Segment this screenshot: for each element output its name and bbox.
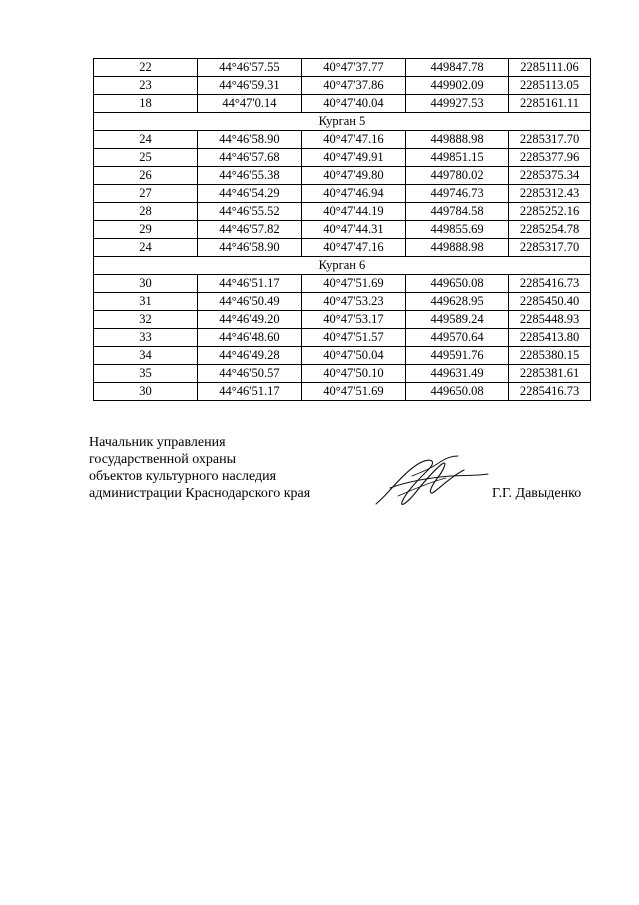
point-number-cell: 24 <box>94 131 198 149</box>
x-coordinate-cell: 449570.64 <box>406 329 509 347</box>
y-coordinate-cell: 2285113.05 <box>509 77 591 95</box>
longitude-cell: 40°47'53.17 <box>302 311 406 329</box>
table-row <box>94 59 591 77</box>
table-row <box>94 347 591 365</box>
table-row <box>94 167 591 185</box>
table-row <box>94 239 591 257</box>
longitude-cell: 40°47'44.19 <box>302 203 406 221</box>
x-coordinate-cell: 449888.98 <box>406 131 509 149</box>
point-number-cell: 25 <box>94 149 198 167</box>
coordinates-table-body <box>94 59 591 401</box>
latitude-cell: 44°46'51.17 <box>198 275 302 293</box>
table-row <box>94 383 591 401</box>
x-coordinate-cell: 449902.09 <box>406 77 509 95</box>
latitude-cell: 44°47'0.14 <box>198 95 302 113</box>
latitude-cell: 44°46'50.57 <box>198 365 302 383</box>
latitude-cell: 44°46'59.31 <box>198 77 302 95</box>
signatory-title-line: объектов культурного наследия <box>89 469 277 484</box>
y-coordinate-cell: 2285377.96 <box>509 149 591 167</box>
latitude-cell: 44°46'54.29 <box>198 185 302 203</box>
latitude-cell: 44°46'57.68 <box>198 149 302 167</box>
longitude-cell: 40°47'37.77 <box>302 59 406 77</box>
y-coordinate-cell: 2285252.16 <box>509 203 591 221</box>
table-section-row <box>94 113 591 131</box>
table-row <box>94 185 591 203</box>
point-number-cell: 35 <box>94 365 198 383</box>
longitude-cell: 40°47'44.31 <box>302 221 406 239</box>
latitude-cell: 44°46'50.49 <box>198 293 302 311</box>
latitude-cell: 44°46'49.20 <box>198 311 302 329</box>
x-coordinate-cell: 449888.98 <box>406 239 509 257</box>
table-row <box>94 95 591 113</box>
x-coordinate-cell: 449628.95 <box>406 293 509 311</box>
latitude-cell: 44°46'58.90 <box>198 239 302 257</box>
x-coordinate-cell: 449847.78 <box>406 59 509 77</box>
point-number-cell: 30 <box>94 275 198 293</box>
y-coordinate-cell: 2285448.93 <box>509 311 591 329</box>
longitude-cell: 40°47'50.04 <box>302 347 406 365</box>
table-row <box>94 203 591 221</box>
point-number-cell: 18 <box>94 95 198 113</box>
handwritten-signature <box>372 452 492 510</box>
x-coordinate-cell: 449780.02 <box>406 167 509 185</box>
y-coordinate-cell: 2285450.40 <box>509 293 591 311</box>
latitude-cell: 44°46'58.90 <box>198 131 302 149</box>
point-number-cell: 23 <box>94 77 198 95</box>
x-coordinate-cell: 449650.08 <box>406 275 509 293</box>
table-row <box>94 275 591 293</box>
longitude-cell: 40°47'40.04 <box>302 95 406 113</box>
point-number-cell: 33 <box>94 329 198 347</box>
point-number-cell: 32 <box>94 311 198 329</box>
table-section-row <box>94 257 591 275</box>
x-coordinate-cell: 449746.73 <box>406 185 509 203</box>
latitude-cell: 44°46'49.28 <box>198 347 302 365</box>
y-coordinate-cell: 2285111.06 <box>509 59 591 77</box>
latitude-cell: 44°46'55.38 <box>198 167 302 185</box>
section-heading: Курган 6 <box>94 257 591 275</box>
x-coordinate-cell: 449631.49 <box>406 365 509 383</box>
point-number-cell: 31 <box>94 293 198 311</box>
table-row <box>94 221 591 239</box>
y-coordinate-cell: 2285375.34 <box>509 167 591 185</box>
longitude-cell: 40°47'51.69 <box>302 275 406 293</box>
y-coordinate-cell: 2285254.78 <box>509 221 591 239</box>
point-number-cell: 34 <box>94 347 198 365</box>
longitude-cell: 40°47'47.16 <box>302 131 406 149</box>
longitude-cell: 40°47'37.86 <box>302 77 406 95</box>
x-coordinate-cell: 449589.24 <box>406 311 509 329</box>
table-row <box>94 293 591 311</box>
longitude-cell: 40°47'46.94 <box>302 185 406 203</box>
signatory-title-line: государственной охраны <box>89 452 237 467</box>
table-row <box>94 311 591 329</box>
latitude-cell: 44°46'48.60 <box>198 329 302 347</box>
point-number-cell: 22 <box>94 59 198 77</box>
y-coordinate-cell: 2285416.73 <box>509 275 591 293</box>
longitude-cell: 40°47'49.91 <box>302 149 406 167</box>
y-coordinate-cell: 2285381.61 <box>509 365 591 383</box>
x-coordinate-cell: 449591.76 <box>406 347 509 365</box>
longitude-cell: 40°47'50.10 <box>302 365 406 383</box>
table-row <box>94 329 591 347</box>
latitude-cell: 44°46'57.55 <box>198 59 302 77</box>
y-coordinate-cell: 2285416.73 <box>509 383 591 401</box>
latitude-cell: 44°46'57.82 <box>198 221 302 239</box>
longitude-cell: 40°47'49.80 <box>302 167 406 185</box>
x-coordinate-cell: 449851.15 <box>406 149 509 167</box>
point-number-cell: 29 <box>94 221 198 239</box>
y-coordinate-cell: 2285380.15 <box>509 347 591 365</box>
longitude-cell: 40°47'51.69 <box>302 383 406 401</box>
table-row <box>94 149 591 167</box>
latitude-cell: 44°46'51.17 <box>198 383 302 401</box>
x-coordinate-cell: 449855.69 <box>406 221 509 239</box>
table-row <box>94 365 591 383</box>
point-number-cell: 26 <box>94 167 198 185</box>
point-number-cell: 24 <box>94 239 198 257</box>
y-coordinate-cell: 2285317.70 <box>509 239 591 257</box>
point-number-cell: 27 <box>94 185 198 203</box>
signatory-name: Г.Г. Давыденко <box>492 486 582 501</box>
signatory-title-line: администрации Краснодарского края <box>89 486 311 501</box>
point-number-cell: 30 <box>94 383 198 401</box>
y-coordinate-cell: 2285317.70 <box>509 131 591 149</box>
longitude-cell: 40°47'51.57 <box>302 329 406 347</box>
longitude-cell: 40°47'47.16 <box>302 239 406 257</box>
point-number-cell: 28 <box>94 203 198 221</box>
y-coordinate-cell: 2285413.80 <box>509 329 591 347</box>
latitude-cell: 44°46'55.52 <box>198 203 302 221</box>
y-coordinate-cell: 2285161.11 <box>509 95 591 113</box>
x-coordinate-cell: 449927.53 <box>406 95 509 113</box>
section-heading: Курган 5 <box>94 113 591 131</box>
table-row <box>94 131 591 149</box>
x-coordinate-cell: 449784.58 <box>406 203 509 221</box>
y-coordinate-cell: 2285312.43 <box>509 185 591 203</box>
signatory-title-line: Начальник управления <box>89 435 226 450</box>
coordinates-table <box>93 58 591 401</box>
signatory-title-block <box>89 434 310 502</box>
x-coordinate-cell: 449650.08 <box>406 383 509 401</box>
longitude-cell: 40°47'53.23 <box>302 293 406 311</box>
table-row <box>94 77 591 95</box>
